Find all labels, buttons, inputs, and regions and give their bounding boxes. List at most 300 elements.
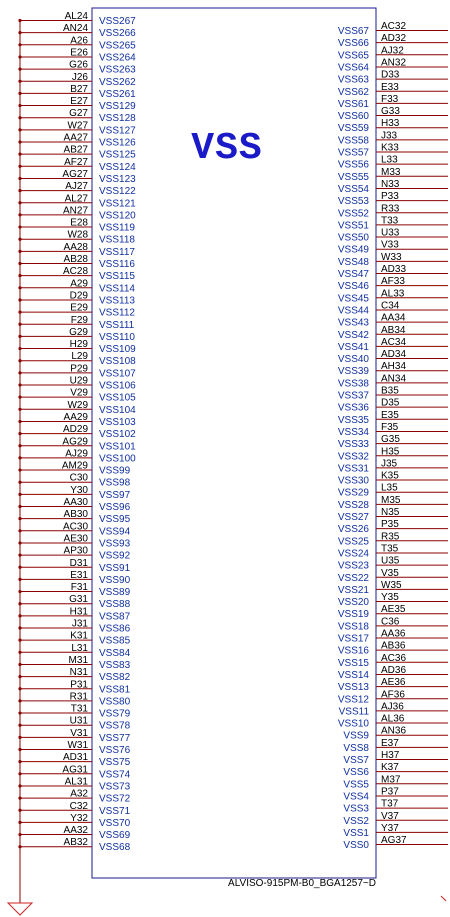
ball-label: P35 — [381, 519, 399, 531]
junction-dot — [18, 311, 21, 314]
ball-label: A29 — [70, 278, 88, 290]
pin-name: VSS43 — [337, 317, 369, 329]
ball-label: Y32 — [70, 812, 88, 824]
pin-name: VSS263 — [99, 64, 136, 76]
ball-label: D35 — [381, 397, 400, 409]
pin-name: VSS122 — [99, 186, 136, 198]
pin-name: VSS31 — [337, 463, 369, 475]
ball-label: AF36 — [381, 689, 405, 701]
pin-name: VSS103 — [99, 416, 136, 428]
ball-label: AM29 — [61, 460, 88, 472]
ball-label: H29 — [69, 339, 88, 351]
pin-name: VSS87 — [99, 611, 131, 623]
pin-name: VSS93 — [99, 538, 131, 550]
ball-label: L29 — [71, 351, 88, 363]
pin-name: VSS108 — [99, 356, 136, 368]
pin-name: VSS10 — [337, 718, 369, 730]
junction-dot — [18, 55, 21, 58]
junction-dot — [18, 128, 21, 131]
pin-name: VSS120 — [99, 210, 136, 222]
ball-label: AN27 — [62, 205, 88, 217]
ball-label: W27 — [67, 120, 88, 132]
pin-name: VSS64 — [337, 62, 369, 74]
junction-dot — [18, 529, 21, 532]
junction-dot — [18, 189, 21, 192]
pin-name: VSS60 — [337, 111, 369, 123]
ground-triangle-icon — [8, 903, 32, 915]
ball-label: U33 — [381, 227, 400, 239]
pin-name: VSS97 — [99, 489, 131, 501]
pin-name: VSS41 — [337, 341, 369, 353]
pin-name: VSS39 — [337, 366, 369, 378]
junction-dot — [18, 116, 21, 119]
pin-name: VSS34 — [337, 426, 369, 438]
ball-label: AN24 — [62, 23, 88, 35]
pin-name: VSS114 — [99, 283, 135, 295]
pin-name: VSS77 — [99, 732, 131, 744]
pin-name: VSS121 — [99, 198, 136, 210]
junction-dot — [18, 298, 21, 301]
pin-name: VSS115 — [99, 271, 135, 283]
pin-name: VSS25 — [337, 536, 369, 548]
junction-dot — [18, 833, 21, 836]
pin-name: VSS102 — [99, 429, 136, 441]
pin-name: VSS98 — [99, 477, 131, 489]
junction-dot — [18, 43, 21, 46]
part-number-label: ALVISO-915PM-B0_BGA1257~D — [228, 878, 376, 889]
pin-name: VSS111 — [99, 319, 135, 331]
pin-name: VSS95 — [99, 514, 131, 526]
ball-label: R33 — [381, 203, 400, 215]
pin-name: VSS38 — [337, 378, 369, 390]
pin-name: VSS75 — [99, 757, 131, 769]
pin-name: VSS81 — [99, 684, 131, 696]
pin-name: VSS17 — [337, 633, 369, 645]
pin-name: VSS91 — [99, 562, 131, 574]
junction-dot — [18, 104, 21, 107]
pin-name: VSS127 — [99, 125, 136, 137]
ball-label: E28 — [70, 217, 88, 229]
ball-label: B35 — [381, 385, 399, 397]
pin-name: VSS40 — [337, 354, 369, 366]
junction-dot — [18, 614, 21, 617]
pin-name: VSS267 — [99, 16, 136, 27]
pin-name: VSS86 — [99, 623, 131, 635]
junction-dot — [18, 493, 21, 496]
ball-label: AL36 — [381, 713, 405, 725]
ball-label: AC36 — [381, 652, 407, 664]
ball-label: AG27 — [62, 168, 88, 180]
pin-name: VSS26 — [337, 524, 369, 536]
pin-name: VSS30 — [337, 475, 369, 487]
ball-label: AF27 — [64, 156, 88, 168]
pin-name: VSS37 — [337, 390, 369, 402]
pin-name: VSS36 — [337, 402, 369, 414]
pin-name: VSS106 — [99, 380, 136, 392]
ball-label: G27 — [69, 108, 88, 120]
ball-label: B27 — [70, 83, 88, 95]
pin-name: VSS59 — [337, 123, 369, 135]
junction-dot — [18, 772, 21, 775]
pin-name: VSS80 — [99, 696, 131, 708]
pin-name: VSS57 — [337, 147, 369, 159]
junction-dot — [18, 371, 21, 374]
ball-label: P29 — [70, 363, 88, 375]
right-pin-column — [338, 21, 448, 851]
pin-name: VSS24 — [337, 548, 369, 560]
pin-name: VSS47 — [337, 269, 369, 280]
ball-label: J26 — [71, 71, 88, 83]
pin-name: VSS117 — [99, 246, 135, 258]
ball-label: F33 — [381, 93, 399, 105]
pin-name: VSS28 — [337, 499, 369, 511]
junction-dot — [18, 177, 21, 180]
pin-name: VSS13 — [337, 682, 369, 694]
ball-label: V29 — [70, 387, 88, 399]
junction-dot — [18, 383, 21, 386]
ball-label: J33 — [381, 130, 398, 142]
ball-label: H37 — [381, 750, 400, 761]
ball-label: AB36 — [381, 640, 406, 652]
ball-label: T35 — [381, 543, 399, 555]
ball-label: AD34 — [381, 349, 407, 361]
pin-name: VSS29 — [337, 487, 369, 499]
ball-label: F29 — [70, 314, 88, 326]
pin-name: VSS19 — [337, 609, 369, 621]
ball-label: AL27 — [64, 193, 88, 205]
ball-label: W31 — [67, 740, 88, 751]
ball-label: AL33 — [381, 288, 405, 300]
pin-name: VSS45 — [337, 293, 369, 305]
ball-label: G26 — [69, 59, 88, 71]
pin-name: VSS3 — [343, 803, 369, 815]
pin-name: VSS33 — [337, 439, 369, 451]
pin-name: VSS4 — [343, 791, 369, 803]
pin-name: VSS32 — [337, 451, 369, 463]
ball-label: W35 — [381, 579, 402, 591]
junction-dot — [18, 444, 21, 447]
pin-name: VSS71 — [99, 805, 131, 817]
junction-dot — [18, 274, 21, 277]
junction-dot — [18, 68, 21, 71]
pin-name: VSS35 — [337, 414, 369, 426]
ball-label: AC34 — [381, 336, 407, 348]
pin-name: VSS104 — [99, 404, 136, 416]
junction-dot — [18, 626, 21, 629]
junction-dot — [18, 517, 21, 520]
ball-label: AG31 — [62, 764, 88, 776]
junction-dot — [18, 590, 21, 593]
ball-label: W29 — [67, 399, 88, 411]
pin-name: VSS109 — [99, 344, 136, 356]
ball-label: AF33 — [381, 276, 405, 288]
pin-name: VSS90 — [99, 574, 131, 586]
ball-label: W33 — [381, 251, 402, 263]
ball-label: Y30 — [70, 484, 88, 496]
junction-dot — [18, 687, 21, 690]
pin-name: VSS116 — [99, 259, 135, 270]
pin-name: VSS9 — [343, 730, 369, 742]
ball-label: N35 — [381, 507, 400, 518]
junction-dot — [18, 760, 21, 763]
ball-label: AC32 — [381, 21, 407, 32]
pin-name: VSS7 — [343, 755, 369, 766]
ball-label: V35 — [381, 567, 399, 579]
pin-name: VSS68 — [99, 842, 131, 854]
ball-label: AA32 — [63, 825, 88, 837]
pin-name: VSS22 — [337, 572, 369, 584]
ball-label: E26 — [70, 47, 88, 59]
pin-name: VSS264 — [99, 52, 136, 64]
ball-label: AD33 — [381, 264, 407, 275]
ball-label: AA36 — [381, 628, 406, 640]
pin-name: VSS96 — [99, 502, 131, 513]
ball-label: M35 — [381, 494, 401, 506]
pin-name: VSS66 — [337, 38, 369, 50]
pin-name: VSS105 — [99, 392, 136, 404]
ball-label: AC28 — [62, 266, 88, 278]
pin-name: VSS88 — [99, 599, 131, 611]
ball-label: Y35 — [381, 592, 399, 604]
pin-name: VSS99 — [99, 465, 131, 477]
pin-name: VSS61 — [337, 98, 369, 110]
ball-label: AG29 — [62, 436, 88, 448]
pin-name: VSS85 — [99, 635, 131, 647]
pin-name: VSS2 — [343, 815, 369, 827]
ball-label: AN36 — [381, 725, 407, 737]
pin-name: VSS101 — [99, 441, 136, 453]
pin-name: VSS89 — [99, 587, 131, 599]
symbol-title: VSS — [191, 127, 263, 170]
pin-name: VSS100 — [99, 453, 136, 465]
pin-name: VSS53 — [337, 196, 369, 208]
pin-name: VSS70 — [99, 817, 131, 829]
ball-label: AA34 — [381, 312, 406, 324]
pin-name: VSS112 — [99, 307, 135, 319]
pin-name: VSS123 — [99, 173, 136, 185]
pin-name: VSS128 — [99, 113, 136, 125]
ball-label: AD29 — [62, 424, 88, 436]
junction-dot — [18, 262, 21, 265]
pin-name: VSS20 — [337, 597, 369, 609]
ball-label: A26 — [70, 35, 88, 47]
junction-dot — [18, 809, 21, 812]
junction-dot — [18, 19, 21, 22]
ball-label: AE35 — [381, 604, 406, 616]
pin-name: VSS15 — [337, 657, 369, 669]
ball-label: D29 — [69, 290, 88, 302]
ball-label: P33 — [381, 191, 399, 203]
pin-name: VSS11 — [338, 706, 369, 718]
pin-name: VSS119 — [99, 222, 135, 234]
junction-dot — [18, 554, 21, 557]
junction-dot — [18, 31, 21, 34]
junction-dot — [18, 639, 21, 642]
pin-name: VSS266 — [99, 28, 136, 40]
junction-dot — [18, 408, 21, 411]
junction-dot — [18, 602, 21, 605]
ball-label: AB27 — [63, 144, 88, 156]
junction-dot — [18, 724, 21, 727]
pin-name: VSS55 — [337, 171, 369, 183]
pin-name: VSS124 — [99, 161, 136, 173]
ball-label: AH34 — [381, 361, 407, 373]
pin-name: VSS265 — [99, 40, 136, 52]
pin-name: VSS73 — [99, 781, 131, 793]
pin-name: VSS72 — [99, 793, 131, 805]
junction-dot — [18, 347, 21, 350]
ball-label: R31 — [69, 691, 88, 703]
pin-name: VSS21 — [337, 584, 369, 596]
junction-dot — [18, 675, 21, 678]
ball-label: AG37 — [381, 835, 407, 847]
junction-dot — [18, 797, 21, 800]
junction-dot — [18, 420, 21, 423]
pin-name: VSS261 — [99, 88, 136, 100]
ball-label: D31 — [69, 557, 88, 569]
pin-name: VSS49 — [337, 244, 369, 256]
pin-name: VSS51 — [337, 220, 369, 232]
ground-symbol — [8, 896, 446, 915]
junction-dot — [18, 213, 21, 216]
pin-name: VSS12 — [337, 694, 369, 706]
ball-label: E33 — [381, 81, 399, 93]
pin-name: VSS110 — [99, 331, 135, 343]
ball-label: M31 — [68, 654, 88, 666]
pin-name: VSS65 — [337, 50, 369, 62]
ball-label: T31 — [70, 703, 88, 715]
ball-label: F35 — [381, 421, 399, 433]
ball-label: AL24 — [64, 11, 88, 22]
junction-dot — [18, 468, 21, 471]
ball-label: AB28 — [63, 254, 88, 265]
pin-name: VSS44 — [337, 305, 369, 317]
ball-label: W28 — [67, 229, 88, 241]
pin-name: VSS23 — [337, 560, 369, 572]
pin-name: VSS84 — [99, 647, 131, 659]
pin-name: VSS62 — [337, 86, 369, 98]
ball-label: AD31 — [62, 752, 88, 764]
ball-label: K31 — [70, 630, 88, 642]
pin-name: VSS83 — [99, 659, 131, 671]
junction-dot — [18, 699, 21, 702]
ball-label: R35 — [381, 531, 400, 543]
pin-name: VSS129 — [99, 101, 136, 113]
ball-label: G29 — [69, 326, 88, 338]
junction-dot — [18, 335, 21, 338]
ball-label: L35 — [381, 482, 398, 494]
ball-label: AN34 — [381, 373, 407, 385]
ball-label: V31 — [70, 727, 88, 739]
ball-label: D33 — [381, 69, 400, 81]
ball-label: E35 — [381, 409, 399, 421]
junction-dot — [18, 505, 21, 508]
ball-label: C34 — [381, 300, 400, 312]
junction-dot — [18, 784, 21, 787]
pin-name: VSS78 — [99, 720, 131, 732]
pin-name: VSS82 — [99, 672, 131, 684]
pin-name: VSS48 — [337, 256, 369, 268]
ball-label: N33 — [381, 178, 400, 190]
ball-label: U29 — [69, 375, 88, 387]
pin-name: VSS54 — [337, 183, 369, 195]
left-pin-column — [18, 11, 136, 903]
pin-name: VSS58 — [337, 135, 369, 147]
junction-dot — [18, 663, 21, 666]
ball-label: AJ27 — [65, 181, 88, 193]
junction-dot — [18, 238, 21, 241]
ball-label: AJ36 — [381, 701, 404, 713]
junction-dot — [18, 286, 21, 289]
junction-dot — [18, 250, 21, 253]
ball-label: AB32 — [63, 837, 88, 849]
ball-label: AL31 — [64, 776, 88, 788]
ball-label: K35 — [381, 470, 399, 482]
ball-label: V37 — [381, 810, 399, 822]
pin-name: VSS8 — [343, 742, 369, 754]
junction-dot — [18, 92, 21, 95]
ball-label: N31 — [69, 667, 88, 679]
junction-dot — [18, 821, 21, 824]
junction-dot — [18, 541, 21, 544]
pin-name: VSS74 — [99, 769, 131, 781]
ball-label: A32 — [70, 788, 88, 800]
ball-label: K33 — [381, 142, 399, 154]
ball-label: AE30 — [63, 533, 88, 545]
ball-label: M37 — [381, 774, 401, 786]
pin-name: VSS18 — [337, 621, 369, 633]
ball-label: C36 — [381, 616, 400, 628]
ball-label: U35 — [381, 555, 400, 567]
ball-label: T33 — [381, 215, 399, 227]
junction-dot — [18, 140, 21, 143]
pin-name: VSS79 — [99, 708, 131, 720]
pin-name: VSS126 — [99, 137, 136, 149]
pin-name: VSS63 — [337, 74, 369, 86]
ball-label: AA30 — [63, 497, 88, 508]
pin-name: VSS6 — [343, 767, 369, 779]
ball-label: P37 — [381, 786, 399, 798]
junction-dot — [18, 456, 21, 459]
ball-label: H35 — [381, 446, 400, 458]
pin-name: VSS107 — [99, 368, 136, 380]
pin-name: VSS52 — [337, 208, 369, 220]
junction-dot — [18, 566, 21, 569]
ball-label: K37 — [381, 762, 399, 774]
ball-label: C30 — [69, 472, 88, 484]
junction-dot — [18, 845, 21, 848]
junction-dot — [18, 432, 21, 435]
ball-label: AA27 — [63, 132, 88, 144]
offpage-marker — [441, 896, 446, 901]
ball-label: P31 — [70, 679, 88, 691]
ball-label: L33 — [381, 154, 398, 166]
junction-dot — [18, 225, 21, 228]
pin-name: VSS125 — [99, 149, 136, 161]
ball-label: AJ29 — [65, 448, 88, 460]
pin-name: VSS14 — [337, 669, 369, 681]
pin-name: VSS76 — [99, 745, 131, 756]
ball-label: H31 — [69, 606, 88, 618]
ball-label: J31 — [71, 618, 88, 630]
ball-label: AB30 — [63, 509, 88, 521]
ball-label: AN32 — [381, 57, 407, 69]
ball-label: M33 — [381, 166, 401, 178]
pin-name: VSS46 — [337, 281, 369, 293]
ball-label: F31 — [70, 582, 88, 594]
junction-dot — [18, 578, 21, 581]
pin-name: VSS262 — [99, 76, 136, 88]
